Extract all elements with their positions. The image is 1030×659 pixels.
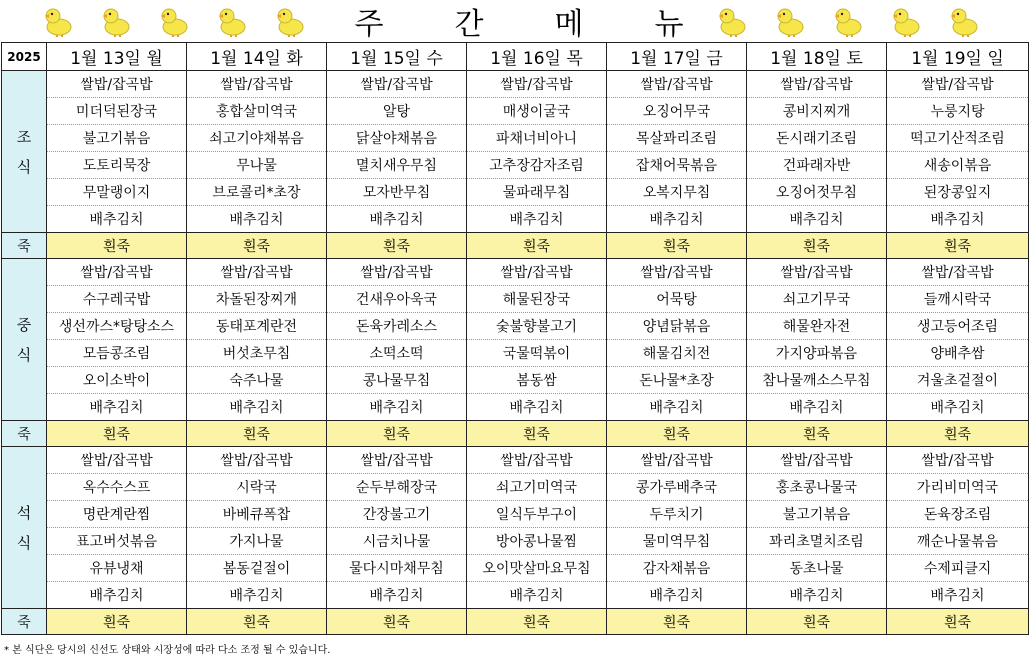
menu-item: 쌀밥/잡곡밥 [47,447,187,474]
table-row [2,179,1029,206]
menu-item: 배추김치 [467,394,607,421]
menu-item: 불고기볶음 [47,125,187,152]
menu-item: 쌀밥/잡곡밥 [607,447,747,474]
day-header: 1월 13일 월 [47,43,187,71]
duck-icon [154,4,194,38]
porridge-item: 흰죽 [887,233,1029,259]
menu-item: 물파래무침 [467,179,607,206]
menu-item: 파채너비아니 [467,125,607,152]
menu-item: 콩비지찌개 [747,98,887,125]
menu-item: 쇠고기야채볶음 [187,125,327,152]
duck-icon [38,4,78,38]
menu-item: 참나물깨소스무침 [747,367,887,394]
menu-item: 명란계란찜 [47,501,187,528]
porridge-item: 흰죽 [467,233,607,259]
porridge-item: 흰죽 [47,421,187,447]
menu-item: 어묵탕 [607,286,747,313]
menu-item: 오징어무국 [607,98,747,125]
table-row [2,447,1029,474]
meal-label [2,71,47,233]
menu-item: 쌀밥/잡곡밥 [187,259,327,286]
menu-item: 모자반무침 [327,179,467,206]
menu-item: 쌀밥/잡곡밥 [467,259,607,286]
porridge-item: 흰죽 [607,421,747,447]
porridge-item: 흰죽 [887,421,1029,447]
menu-item: 멸치새우무침 [327,152,467,179]
menu-item: 모듬콩조림 [47,340,187,367]
menu-item: 배추김치 [47,206,187,233]
menu-item: 봄동겉절이 [187,555,327,582]
porridge-item: 흰죽 [747,233,887,259]
menu-item: 콩나물무침 [327,367,467,394]
table-row [2,582,1029,609]
menu-item: 버섯초무침 [187,340,327,367]
menu-item: 국물떡볶이 [467,340,607,367]
day-header: 1월 18일 토 [747,43,887,71]
meal-label [2,447,47,609]
menu-item: 오복지무침 [607,179,747,206]
menu-item: 돈나물*초장 [607,367,747,394]
menu-item: 쌀밥/잡곡밥 [607,259,747,286]
porridge-item: 흰죽 [607,233,747,259]
menu-item: 배추김치 [327,394,467,421]
menu-item: 배추김치 [467,206,607,233]
menu-item: 쌀밥/잡곡밥 [327,259,467,286]
menu-item: 배추김치 [327,206,467,233]
day-header: 1월 15일 수 [327,43,467,71]
table-row [2,367,1029,394]
menu-item: 배추김치 [327,582,467,609]
porridge-item: 흰죽 [467,609,607,635]
porridge-item: 흰죽 [327,421,467,447]
table-row [2,206,1029,233]
menu-item: 수구레국밥 [47,286,187,313]
menu-item: 해물완자전 [747,313,887,340]
porridge-item: 흰죽 [467,421,607,447]
menu-item: 쌀밥/잡곡밥 [607,71,747,98]
weekly-menu-table [1,42,1029,635]
duck-icon [886,4,926,38]
footer-note: * 본 식단은 당시의 신선도 상태와 시장성에 따라 다소 조정 될 수 있습니다. [4,645,331,656]
menu-item: 목살꽈리조림 [607,125,747,152]
menu-item: 배추김치 [187,206,327,233]
menu-item: 돈육카레소스 [327,313,467,340]
menu-item: 양념닭볶음 [607,313,747,340]
porridge-row [2,233,1029,259]
menu-item: 알탕 [327,98,467,125]
table-row [2,313,1029,340]
menu-item: 쌀밥/잡곡밥 [747,447,887,474]
menu-item: 도토리묵장 [47,152,187,179]
menu-item: 배추김치 [747,394,887,421]
porridge-label: 죽 [2,421,47,447]
menu-item: 숙주나물 [187,367,327,394]
menu-item: 배추김치 [607,394,747,421]
menu-item: 매생이굴국 [467,98,607,125]
menu-item: 쌀밥/잡곡밥 [747,71,887,98]
day-header: 1월 14일 화 [187,43,327,71]
menu-item: 배추김치 [747,582,887,609]
menu-item: 돈육장조림 [887,501,1029,528]
menu-item: 차돌된장찌개 [187,286,327,313]
table-row [2,286,1029,313]
menu-item: 배추김치 [607,582,747,609]
menu-item: 들깨시락국 [887,286,1029,313]
table-row [2,71,1029,98]
menu-item: 동태포계란전 [187,313,327,340]
day-header: 1월 19일 일 [887,43,1029,71]
header [0,0,1030,42]
porridge-item: 흰죽 [47,609,187,635]
title-char: 메 [554,7,586,42]
menu-item: 생고등어조림 [887,313,1029,340]
table-row [2,152,1029,179]
porridge-item: 흰죽 [607,609,747,635]
menu-item: 해물된장국 [467,286,607,313]
table-row [2,501,1029,528]
menu-item: 깨순나물볶음 [887,528,1029,555]
menu-item: 방아콩나물찜 [467,528,607,555]
duck-icon [270,4,310,38]
menu-item: 쌀밥/잡곡밥 [887,259,1029,286]
menu-item: 콩가루배추국 [607,474,747,501]
menu-item: 쌀밥/잡곡밥 [327,447,467,474]
menu-item: 건새우아욱국 [327,286,467,313]
porridge-item: 흰죽 [747,609,887,635]
menu-item: 유뷰냉채 [47,555,187,582]
menu-item: 일식두부구이 [467,501,607,528]
menu-item: 시락국 [187,474,327,501]
table-row [2,98,1029,125]
menu-item: 쇠고기무국 [747,286,887,313]
menu-item: 쇠고기미역국 [467,474,607,501]
duck-icon [944,4,984,38]
table-row [2,555,1029,582]
menu-item: 쌀밥/잡곡밥 [887,71,1029,98]
porridge-row [2,609,1029,635]
menu-item: 배추김치 [467,582,607,609]
meal-label [2,259,47,421]
duck-icon [828,4,868,38]
menu-item: 꽈리초멸치조림 [747,528,887,555]
meal-label-char: 식 [16,157,32,176]
menu-item: 옥수수스프 [47,474,187,501]
menu-item: 건파래자반 [747,152,887,179]
day-header: 1월 17일 금 [607,43,747,71]
porridge-item: 흰죽 [747,421,887,447]
porridge-item: 흰죽 [327,233,467,259]
duck-icon [96,4,136,38]
duck-decoration-right [712,4,984,38]
menu-item: 배추김치 [887,206,1029,233]
menu-item: 동초나물 [747,555,887,582]
menu-item: 숯불향불고기 [467,313,607,340]
table-row [2,528,1029,555]
meal-label-char: 중 [16,315,32,334]
menu-item: 브로콜리*초장 [187,179,327,206]
menu-item: 떡고기산적조림 [887,125,1029,152]
meal-label-char: 식 [16,533,32,552]
menu-item: 무나물 [187,152,327,179]
menu-item: 오이소박이 [47,367,187,394]
menu-item: 홍초콩나물국 [747,474,887,501]
menu-item: 돈시래기조림 [747,125,887,152]
menu-item: 된장콩잎지 [887,179,1029,206]
menu-item: 물다시마채무침 [327,555,467,582]
menu-item: 시금치나물 [327,528,467,555]
menu-item: 오징어젓무침 [747,179,887,206]
porridge-item: 흰죽 [47,233,187,259]
menu-item: 배추김치 [887,394,1029,421]
menu-item: 감자채볶음 [607,555,747,582]
duck-decoration-left [38,4,310,38]
menu-item: 소떡소떡 [327,340,467,367]
menu-item: 해물김치전 [607,340,747,367]
menu-item: 쌀밥/잡곡밥 [47,71,187,98]
menu-item: 홍합살미역국 [187,98,327,125]
menu-item: 쌀밥/잡곡밥 [467,71,607,98]
page-title [340,0,700,42]
porridge-label: 죽 [2,233,47,259]
duck-icon [712,4,752,38]
porridge-item: 흰죽 [887,609,1029,635]
porridge-label: 죽 [2,609,47,635]
table-row [2,474,1029,501]
menu-item: 쌀밥/잡곡밥 [747,259,887,286]
menu-item: 새송이볶음 [887,152,1029,179]
menu-item: 가리비미역국 [887,474,1029,501]
menu-item: 잡채어묵볶음 [607,152,747,179]
meal-label-char: 석 [16,503,32,522]
menu-item: 불고기볶음 [747,501,887,528]
meal-label-char: 조 [16,127,32,146]
menu-item: 가지양파볶음 [747,340,887,367]
menu-item: 순두부해장국 [327,474,467,501]
menu-item: 배추김치 [747,206,887,233]
menu-item: 쌀밥/잡곡밥 [467,447,607,474]
porridge-row [2,421,1029,447]
menu-item: 수제피클지 [887,555,1029,582]
menu-item: 배추김치 [187,394,327,421]
duck-icon [212,4,252,38]
duck-icon [770,4,810,38]
menu-item: 간장불고기 [327,501,467,528]
menu-item: 고추장감자조림 [467,152,607,179]
menu-item: 양배추쌈 [887,340,1029,367]
menu-item: 물미역무침 [607,528,747,555]
menu-item: 쌀밥/잡곡밥 [47,259,187,286]
porridge-item: 흰죽 [187,233,327,259]
menu-item: 표고버섯볶음 [47,528,187,555]
menu-item: 생선까스*탕탕소스 [47,313,187,340]
table-row [2,340,1029,367]
menu-item: 쌀밥/잡곡밥 [327,71,467,98]
menu-item: 미더덕된장국 [47,98,187,125]
title-char: 간 [454,7,486,42]
menu-item: 가지나물 [187,528,327,555]
menu-item: 닭살야채볶음 [327,125,467,152]
menu-item: 배추김치 [187,582,327,609]
menu-item: 겨울초겉절이 [887,367,1029,394]
menu-item: 배추김치 [607,206,747,233]
day-header: 1월 16일 목 [467,43,607,71]
menu-item: 쌀밥/잡곡밥 [887,447,1029,474]
menu-item: 쌀밥/잡곡밥 [187,71,327,98]
menu-item: 무말랭이지 [47,179,187,206]
menu-item: 두루치기 [607,501,747,528]
title-char: 뉴 [654,7,686,42]
title-char: 주 [354,7,386,42]
menu-item: 배추김치 [47,582,187,609]
menu-item: 배추김치 [47,394,187,421]
menu-item: 쌀밥/잡곡밥 [187,447,327,474]
meal-label-char: 식 [16,345,32,364]
year-label: 2025 [2,43,47,71]
menu-item: 봄동쌈 [467,367,607,394]
menu-item: 누룽지탕 [887,98,1029,125]
table-row [2,259,1029,286]
menu-item: 바베큐폭찹 [187,501,327,528]
porridge-item: 흰죽 [187,609,327,635]
table-row [2,394,1029,421]
menu-item: 오이맛살마요무침 [467,555,607,582]
porridge-item: 흰죽 [187,421,327,447]
menu-item: 배추김치 [887,582,1029,609]
porridge-item: 흰죽 [327,609,467,635]
table-row [2,125,1029,152]
day-header-row [2,43,1029,71]
